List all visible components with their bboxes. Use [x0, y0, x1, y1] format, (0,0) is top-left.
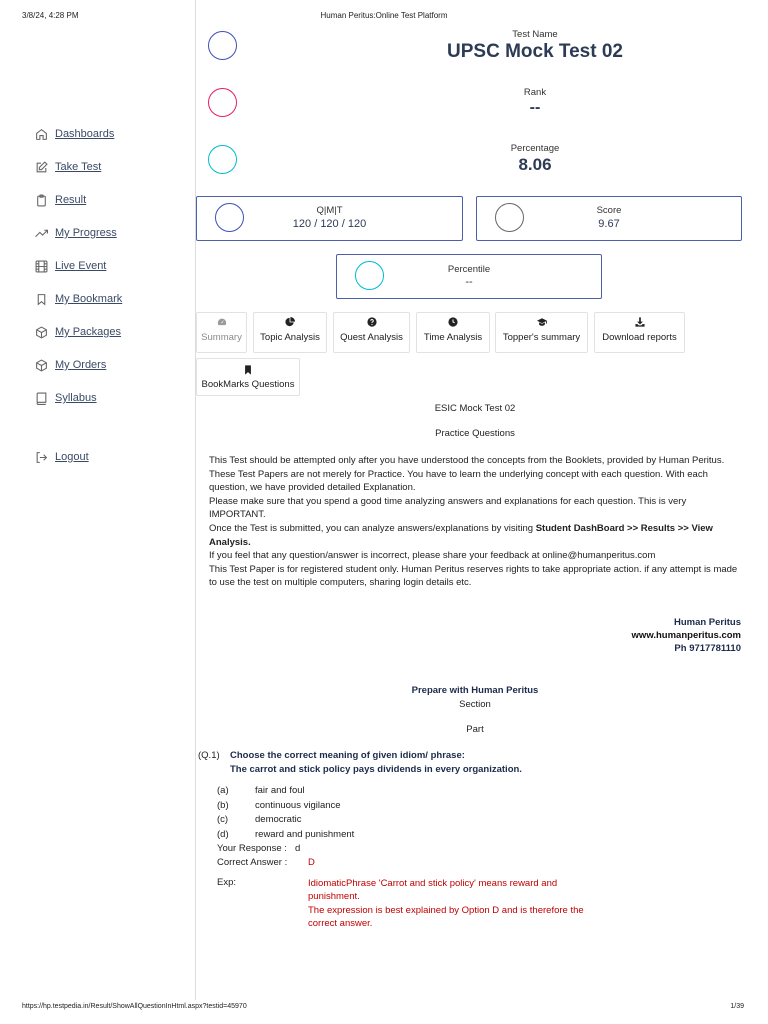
sidebar-item-live-event[interactable]	[35, 258, 106, 274]
sidebar-item-label: My Orders	[55, 359, 107, 371]
logout-icon	[35, 451, 48, 464]
home-icon	[35, 128, 48, 141]
tab-label: Download reports	[602, 332, 677, 343]
download-icon	[635, 317, 645, 327]
tab-label: Topper's summary	[502, 332, 581, 343]
score-value: 9.67	[598, 218, 620, 230]
tab-bookmarks-questions[interactable]	[196, 358, 300, 396]
tab-label: Topic Analysis	[260, 332, 320, 343]
sidebar-item-my-progress[interactable]	[35, 225, 117, 241]
bookmark-icon	[243, 365, 253, 375]
package-icon	[35, 326, 48, 339]
explanation-text	[308, 877, 608, 931]
percentile-label: Percentile	[447, 264, 491, 275]
part-label: Part	[466, 724, 484, 735]
test-name-value: UPSC Mock Test 02	[447, 41, 623, 62]
sidebar-item-logout[interactable]	[35, 449, 89, 465]
print-title: Human Peritus:Online Test Platform	[320, 11, 448, 20]
percentage-label: Percentage	[510, 143, 560, 154]
sidebar	[0, 0, 196, 1000]
question-number: (Q.1)	[198, 750, 220, 761]
sidebar-item-label: My Progress	[55, 227, 117, 239]
correct-answer-value: D	[308, 857, 315, 868]
rank-label: Rank	[523, 87, 547, 98]
option-text: reward and punishment	[255, 829, 355, 840]
question-sentence: The carrot and stick policy pays dividends in every organization.	[230, 764, 522, 775]
option-text: democratic	[255, 814, 302, 825]
sidebar-item-label: My Packages	[55, 326, 122, 338]
stat-circle	[208, 145, 237, 174]
option-letter: (a)	[217, 785, 229, 796]
instruction-paragraph: This Test should be attempted only after you have understood the concepts from the Booklets, provided by Human Peritus.	[209, 455, 725, 466]
test-name-label: Test Name	[512, 29, 558, 40]
option-letter: (c)	[217, 814, 229, 825]
question-prompt: Choose the correct meaning of given idiom/ phrase:	[230, 750, 465, 761]
sidebar-item-my-orders[interactable]	[35, 357, 106, 373]
sidebar-item-label: Syllabus	[55, 392, 97, 404]
stat-circle	[208, 88, 237, 117]
instruction-paragraph: Please make sure that you spend a good time analyzing answers and explanations for each question. This is very IMPORTANT.	[209, 495, 687, 521]
question-circle-icon	[367, 317, 377, 327]
sidebar-item-label: Logout	[55, 451, 89, 463]
explanation-line: IdiomaticPhrase 'Carrot and stick policy' means reward and punishment.	[308, 878, 558, 903]
your-response-label: Your Response :	[217, 843, 287, 854]
clipboard-icon	[35, 194, 48, 207]
tab-summary[interactable]	[196, 312, 247, 353]
score-label: Score	[596, 205, 622, 216]
sidebar-item-my-bookmark[interactable]	[35, 291, 122, 307]
signature-website: www.humanperitus.com	[631, 630, 741, 641]
print-date: 3/8/24, 4:28 PM	[22, 11, 79, 20]
test-title: ESIC Mock Test 02	[434, 403, 516, 414]
percentile-card	[336, 254, 602, 299]
instruction-text: Once the Test is submitted, you can analyze answers/explanations by visiting	[209, 522, 536, 534]
sidebar-item-label: Dashboards	[55, 128, 115, 140]
option-letter: (b)	[217, 800, 229, 811]
tab-label: Quest Analysis	[340, 332, 403, 343]
signature-name: Human Peritus	[673, 617, 741, 628]
edit-icon	[35, 161, 48, 174]
print-page-number: 1/39	[730, 1003, 744, 1010]
film-icon	[35, 260, 48, 273]
clock-icon	[448, 317, 458, 327]
signature-phone: Ph 9717781110	[674, 643, 741, 654]
trending-up-icon	[35, 227, 48, 240]
your-response-value: d	[295, 843, 301, 854]
instruction-paragraph: This Test Paper is for registered student only. Human Peritus reserves rights to take appropriate action. if any attempt is made to use the test on multiple computers, sharing login details etc.	[209, 563, 738, 589]
score-card	[476, 196, 742, 241]
qmt-label: Q|M|T	[316, 205, 343, 216]
percentile-value: --	[465, 276, 473, 288]
instruction-paragraph: These Test Papers are not merely for Practice. You have to learn the underlying concept with each question. With each question, we have provided detailed Explanation.	[209, 468, 708, 494]
sidebar-item-syllabus[interactable]	[35, 390, 97, 406]
tab-label: BookMarks Questions	[201, 379, 295, 390]
rank-value: --	[529, 99, 541, 116]
tab-toppers-summary[interactable]	[495, 312, 588, 353]
tab-label: Summary	[201, 332, 242, 343]
correct-answer-label: Correct Answer :	[217, 857, 288, 868]
book-icon	[35, 392, 48, 405]
bookmark-icon	[35, 293, 48, 306]
section-label: Section	[459, 699, 491, 710]
sidebar-item-result[interactable]	[35, 192, 86, 208]
practice-subtitle: Practice Questions	[435, 428, 515, 439]
stat-circle	[208, 31, 237, 60]
tab-download-reports[interactable]	[594, 312, 685, 353]
package-icon	[35, 359, 48, 372]
dashboard-icon	[217, 317, 227, 327]
option-text: continuous vigilance	[255, 800, 341, 811]
sidebar-item-take-test[interactable]	[35, 159, 101, 175]
sidebar-item-label: My Bookmark	[55, 293, 123, 305]
explanation-line: The expression is best explained by Option D and is therefore the correct answer.	[308, 904, 584, 930]
option-letter: (d)	[217, 829, 229, 840]
percentage-value: 8.06	[518, 155, 552, 174]
prepare-heading: Prepare with Human Peritus	[411, 685, 539, 696]
qmt-card	[196, 196, 463, 241]
tab-time-analysis[interactable]	[416, 312, 490, 353]
instruction-paragraph	[209, 522, 741, 549]
instruction-paragraph: If you feel that any question/answer is incorrect, please share your feedback at online@humanperitus.com	[209, 550, 656, 562]
qmt-value: 120 / 120 / 120	[292, 218, 367, 230]
sidebar-item-label: Result	[55, 194, 87, 206]
instruction-bold-path: Student DashBoard >> Results >> View Analysis.	[209, 522, 713, 548]
sidebar-item-label: Take Test	[55, 161, 102, 173]
sidebar-item-dashboards[interactable]	[35, 126, 114, 142]
tab-topic-analysis[interactable]	[253, 312, 327, 353]
explanation-label: Exp:	[217, 877, 237, 888]
tab-label: Time Analysis	[423, 332, 483, 343]
print-url: https://hp.testpedia.in/Result/ShowAllQuestionInHtml.aspx?testid=45970	[22, 1003, 247, 1010]
option-text: fair and foul	[255, 785, 305, 796]
tab-quest-analysis[interactable]	[333, 312, 410, 353]
sidebar-item-label: Live Event	[55, 260, 107, 272]
sidebar-item-my-packages[interactable]	[35, 324, 121, 340]
pie-chart-icon	[285, 317, 295, 327]
instructions	[209, 454, 741, 590]
graduation-cap-icon	[537, 317, 547, 327]
